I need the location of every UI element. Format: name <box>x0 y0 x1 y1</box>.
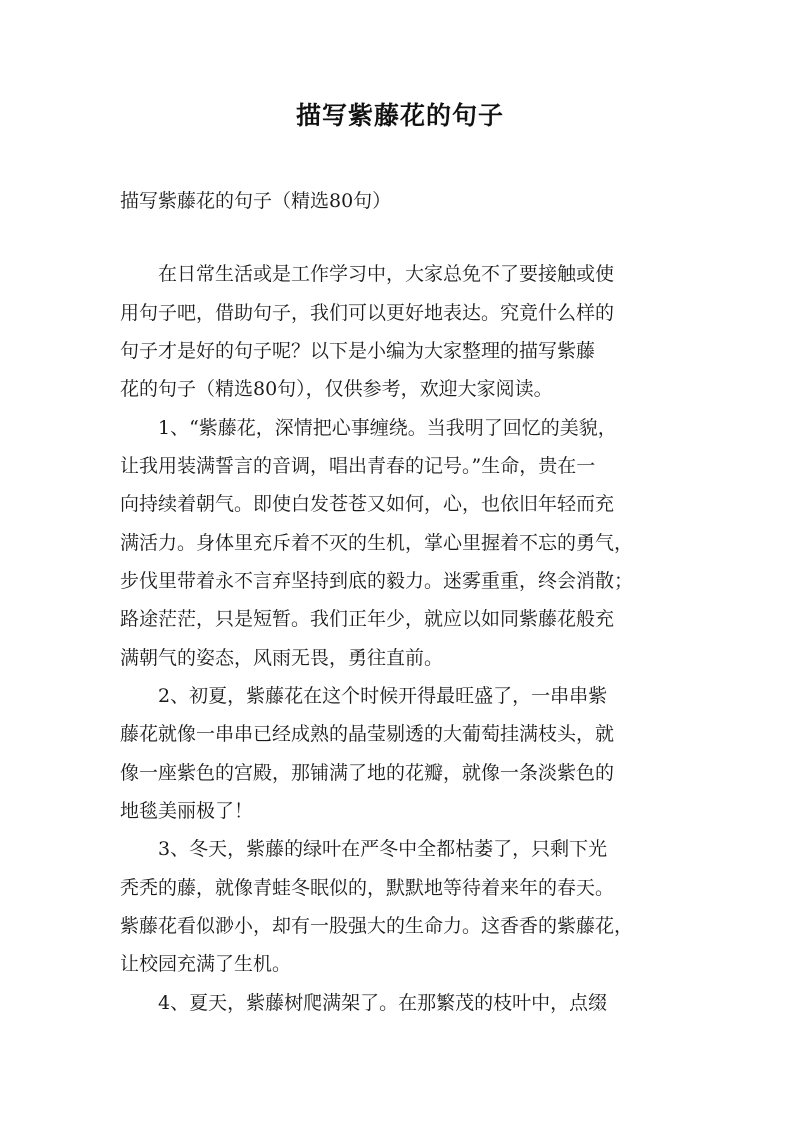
paragraph-line: 让我用装满誓言的音调，唱出青春的记号。”生命，贵在一 <box>120 455 596 477</box>
paragraph-line: 2、初夏，紫藤花在这个时候开得最旺盛了，一串串紫 <box>120 685 608 707</box>
paragraph-line: 向持续着朝气。即使白发苍苍又如何，心，也依旧年轻而充 <box>120 493 615 515</box>
paragraph-line: 3、冬天，紫藤的绿叶在严冬中全都枯萎了，只剩下光 <box>120 838 608 860</box>
paragraph-line: 秃秃的藤，就像青蛙冬眠似的，默默地等待着来年的春天。 <box>120 877 615 899</box>
paragraph-line: 让校园充满了生机。 <box>120 953 292 975</box>
paragraph-line: 花的句子（精选80句），仅供参考，欢迎大家阅读。 <box>120 378 553 400</box>
paragraph-line: 紫藤花看似渺小，却有一股强大的生命力。这香香的紫藤花， <box>120 915 634 937</box>
paragraph-line: 步伐里带着永不言弃坚持到底的毅力。迷雾重重，终会消散； <box>120 570 634 592</box>
paragraph-line: 在日常生活或是工作学习中，大家总免不了要接触或使 <box>120 263 615 285</box>
paragraph-line: 满活力。身体里充斥着不灭的生机，掌心里握着不忘的勇气， <box>120 532 634 554</box>
paragraph-line: 藤花就像一串串已经成熟的晶莹剔透的大葡萄挂满枝头，就 <box>120 723 615 745</box>
paragraph-line: 路途茫茫，只是短暂。我们正年少，就应以如同紫藤花般充 <box>120 608 615 630</box>
paragraph-line: 满朝气的姿态，风雨无畏，勇往直前。 <box>120 647 444 669</box>
document-title: 描写紫藤花的句子 <box>295 101 504 130</box>
paragraph-line: 地毯美丽极了！ <box>120 800 254 822</box>
paragraph-line: 像一座紫色的宫殿，那铺满了地的花瓣，就像一条淡紫色的 <box>120 762 615 784</box>
paragraph-line: 句子才是好的句子呢？以下是小编为大家整理的描写紫藤 <box>120 340 596 362</box>
paragraph-line: 4、夏天，紫藤树爬满架了。在那繁茂的枝叶中，点缀 <box>120 992 608 1014</box>
paragraph-line: 1、“紫藤花，深情把心事缠绕。当我明了回忆的美貌， <box>120 417 617 439</box>
document-subtitle: 描写紫藤花的句子（精选80句） <box>120 190 392 212</box>
paragraph-line: 用句子吧，借助句子，我们可以更好地表达。究竟什么样的 <box>120 302 615 324</box>
